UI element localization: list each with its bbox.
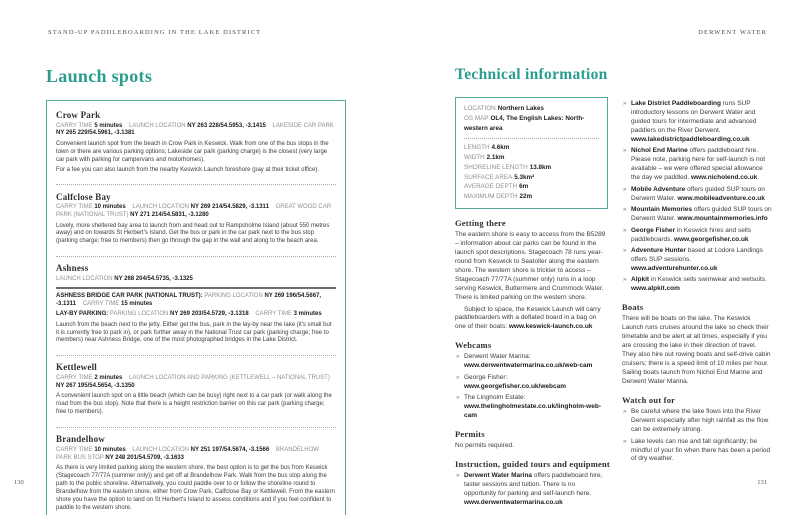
tech-row-width xyxy=(464,153,599,163)
webcam-list-item xyxy=(455,353,608,371)
chevron-bullet-icon: » xyxy=(623,100,627,107)
chevron-bullet-icon: » xyxy=(623,185,627,193)
tech-row-average-depth xyxy=(464,182,599,192)
page-number-right: 131 xyxy=(757,479,767,486)
tech-row-maximum-depth xyxy=(464,192,599,202)
paragraph: The eastern shore is easy to access from the B5289 – information about car parks can be found in the launch spot descriptions. Stagecoach 78 runs year-round from Keswick to Seatoller along the eastern shore. The western shore is trickier to access – Stagecoach 77/77A (summer only) runs in a loop serving Keswick, Buttermere and Crummock Water. There is limited parking on the western shore. xyxy=(455,230,606,301)
tech-value: 13.8km xyxy=(529,163,552,171)
chevron-bullet-icon: » xyxy=(456,394,460,402)
permits-section xyxy=(455,429,608,451)
spot-meta: LAUNCH LOCATION NY 268 204/54.5735, -3.1325 xyxy=(56,275,193,282)
chevron-bullet-icon: » xyxy=(623,226,627,234)
tech-value: 5.3km² xyxy=(514,173,535,181)
section-heading: Getting there xyxy=(455,217,506,228)
launch-spot-calfclose-bay xyxy=(56,190,336,252)
launch-spot-crow-park xyxy=(56,108,336,180)
spot-name: Ashness xyxy=(56,263,89,274)
spot-meta: LAY-BY PARKING: PARKING LOCATION NY 269 203/54.5729, -3.1318 CARRY TIME 3 minutes xyxy=(56,311,322,318)
provider-list-item xyxy=(622,206,772,224)
webcams-section xyxy=(455,340,608,421)
spot-description: As there is very limited parking along the western shore, the best option is to get the bus from Keswick (Stagecoach 77/77A (summer only)) and get off at Brandelhow Park. Walk from the bus stop along the path to the public shoreline. Alternatively, you could paddle over to or follow the shoreline round to Brandelhow from the eastern shore, either from Crow Park, Calfclose Bay or Kettlewell. From the eastern shore you have the option to land on St Herbert's Island to assess conditions and if you feel confident to paddle to the western shore. xyxy=(56,464,335,511)
provider-list-item xyxy=(622,227,772,245)
tech-label: MAXIMUM DEPTH xyxy=(464,193,518,200)
spot-name: Kettlewell xyxy=(56,362,97,373)
tech-info-box xyxy=(455,97,608,209)
list-item-text: Alpkit in Keswick sells swimwear and wetsuits. www.alpkit.com xyxy=(631,276,767,293)
right-page-middle-column xyxy=(455,66,608,511)
tech-label: SURFACE AREA xyxy=(464,173,513,181)
watch-out-section xyxy=(622,395,772,464)
chevron-bullet-icon: » xyxy=(623,276,627,284)
tech-row-surface-area xyxy=(464,173,599,183)
provider-list-item xyxy=(622,100,772,145)
getting-there-section xyxy=(455,218,608,333)
list-item-text: Be careful where the lake flows into the River Derwent especially after high rainfall as the flow can be extremely strong. xyxy=(631,408,769,434)
spot-meta: CARRY TIME 2 minutes LAUNCH LOCATION AND PARKING (KETTLEWELL – NATIONAL TRUST) NY 267 195/54.5654, -3.1350 xyxy=(56,374,332,389)
tech-value: 6m xyxy=(519,183,529,191)
chevron-bullet-icon: » xyxy=(623,408,627,416)
spot-meta: ASHNESS BRIDGE CAR PARK (NATIONAL TRUST): PARKING LOCATION NY 269 196/54.5667, -3.1311 CARRY TIME 15 minutes xyxy=(56,292,323,307)
dotted-divider xyxy=(56,427,336,428)
section-heading: Permits xyxy=(455,429,485,440)
boats-section xyxy=(622,302,772,387)
spot-meta: CARRY TIME 10 minutes LAUNCH LOCATION NY 251 197/54.5674, -3.1566 BRANDELHOW PARK BUS STOP NY 248 201/54.5709, -3.1633 xyxy=(56,446,321,461)
launch-spot-ashness xyxy=(56,261,336,350)
tech-label: AVERAGE DEPTH xyxy=(464,183,518,191)
spot-name: Calfclose Bay xyxy=(56,191,111,202)
list-item-text: Nichol End Marine offers paddleboard hire. Please note, parking here for self-launch is not available – we were offered special allowance the day we paddled. www.nicholend.co.uk xyxy=(631,147,766,182)
launch-spots-box xyxy=(46,100,346,515)
tech-value: OL4, The English Lakes: North-western area xyxy=(464,114,585,132)
provider-list-item xyxy=(622,276,772,294)
chevron-bullet-icon: » xyxy=(623,247,627,255)
tech-value: 4.6km xyxy=(491,144,510,152)
list-item-text: George Fisher in Keswick hires and sells paddleboards. www.georgefisher.co.uk xyxy=(631,226,751,243)
webcam-list-item xyxy=(455,394,608,421)
spot-meta: CARRY TIME 10 minutes LAUNCH LOCATION NY 269 214/54.5829, -3.1311 GREAT WOOD CAR PARK (NATIONAL TRUST) NY 271 214/54.5831, -3.1280 xyxy=(56,204,333,219)
spot-name: Crow Park xyxy=(56,110,101,120)
provider-list-item xyxy=(622,186,772,204)
chevron-bullet-icon: » xyxy=(456,373,460,381)
providers-list xyxy=(622,100,772,294)
section-heading: Instruction, guided tours and equipment xyxy=(455,459,610,470)
spot-meta: CARRY TIME 5 minutes LAUNCH LOCATION NY 263 228/54.5953, -3.1415 LAKESIDE CAR PARK NY 265 229/54.5961, -3.1381 xyxy=(56,122,336,137)
provider-list-item xyxy=(455,472,608,508)
paragraph: Subject to space, the Keswick Launch will carry paddleboarders with a deflated board in a bag on one of their boats: www.keswick-launch.co.uk xyxy=(455,305,601,331)
list-item-text: George Fisher: www.georgefisher.co.uk/webcam xyxy=(464,373,566,390)
chevron-bullet-icon: » xyxy=(456,353,460,361)
list-item-text: Mountain Memories offers guided SUP tours on Derwent Water. www.mountainmemories.info xyxy=(631,206,772,223)
solid-divider xyxy=(56,287,336,289)
list-item-text: Derwent Water Marina offers paddleboard hire, taster sessions and tuition. There is no opportunity for parking and self-launch here. www.derwentwatermarina.co.uk xyxy=(464,472,603,507)
tech-label: LOCATION xyxy=(464,105,496,112)
dotted-divider xyxy=(464,138,599,139)
running-header-left: STAND-UP PADDLEBOARDING IN THE LAKE DISTRICT xyxy=(48,29,262,36)
spot-description: A convenient launch spot on a little beach (which can be busy) right next to a car park (or walk along the road from the bus stop). Note that there is a height restriction barrier on this car park (parking charge; free to members). xyxy=(56,393,332,416)
tech-row-os-map xyxy=(464,114,599,134)
dotted-divider xyxy=(56,256,336,257)
list-item-text: Mobile Adventure offers guided SUP tours on Derwent Water. www.mobileadventure.co.uk xyxy=(631,185,765,202)
tech-label: SHORELINE LENGTH xyxy=(464,163,528,171)
paragraph: There will be boats on the lake. The Keswick Launch runs cruises around the lake so check their timetable and be alert at all times, especially if you are crossing the lake in their direction of travel. They also hire out rowing boats and self-drive cabin cruisers; there is a speed limit of 10 miles per hour. Sailing boats launch from Nichol End Marine and Derwent Water Marina. xyxy=(622,315,771,386)
webcam-list-item xyxy=(455,374,608,392)
chevron-bullet-icon: » xyxy=(623,437,627,445)
chevron-bullet-icon: » xyxy=(623,206,627,214)
spot-description: Launch from the beach next to the jetty. Either get the bus, park in the lay-by near the lake (it's small but it is currently free to park in), or park further away in the National Trust car park (parking charge; free to members) near Ashness Bridge, one of the most photographed bridges in the Lake District. xyxy=(56,321,332,344)
section-heading: Webcams xyxy=(455,340,492,351)
launch-spots-title: Launch spots xyxy=(46,66,153,86)
right-page-right-column xyxy=(622,100,772,467)
tech-row-length xyxy=(464,143,599,153)
tech-label: OS MAP xyxy=(464,114,489,122)
page-number-left: 130 xyxy=(14,479,24,486)
section-heading: Watch out for xyxy=(622,395,676,406)
running-header-right: DERWENT WATER xyxy=(698,29,767,36)
tech-value: Northern Lakes xyxy=(497,105,544,112)
instruction-section xyxy=(455,459,608,508)
provider-list-item xyxy=(622,147,772,183)
tech-label: LENGTH xyxy=(464,144,490,152)
chevron-bullet-icon: » xyxy=(456,472,460,480)
tech-value: 22m xyxy=(519,193,533,200)
tech-label: WIDTH xyxy=(464,154,485,161)
launch-spot-brandelhow xyxy=(56,432,336,515)
list-item-text: The Lingholm Estate: www.thelingholmestate.co.uk/lingholm-web-cam xyxy=(464,394,601,420)
dotted-divider xyxy=(56,355,336,356)
watch-out-list-item xyxy=(622,438,772,465)
spot-description: For a fee you can also launch from the nearby Keswick Launch foreshore (pay at their ticket office). xyxy=(56,166,320,173)
watch-out-list-item xyxy=(622,408,772,435)
left-page xyxy=(46,66,346,515)
tech-row-shoreline-length xyxy=(464,163,599,173)
technical-information-title: Technical information xyxy=(455,66,608,83)
tech-row-location xyxy=(464,104,599,114)
list-item-text: Derwent Water Marina: www.derwentwatermarina.co.uk/web-cam xyxy=(464,353,593,370)
launch-spot-kettlewell xyxy=(56,360,336,422)
spot-description: Lovely, more sheltered bay area to launch from and head out to Rampsholme Island (about 550 metres away) and on towards St Herbert's Island. Get the bus or park in the car park next to the bus stop (parking charge; free to members) then go through the gap in the wall and along to the beach area. xyxy=(56,222,330,245)
list-item-text: Lake levels can rise and fall significantly; be mindful of your fin when there has been a period of dry weather. xyxy=(631,437,771,463)
list-item-text: Adventure Hunter based at Lodore Landings offers SUP sessions. www.adventurehunter.co.uk xyxy=(631,247,763,272)
paragraph: No permits required. xyxy=(455,442,514,450)
list-item-text: Lake District Paddleboarding runs SUP introductory lessons on Derwent Water and guided tours for intermediate and advanced paddlers on the River Derwent. www.lakedistrictpaddleboarding.co.uk xyxy=(631,100,757,143)
section-heading: Boats xyxy=(622,302,644,313)
tech-value: 2.1km xyxy=(486,154,505,161)
spot-description: Convenient launch spot from the beach in Crow Park in Keswick. Walk from one of the bus stops in the town or there are various parking options; Lakeside car park (parking charge) is the closest (very large car park with parking for campervans and motorhomes). xyxy=(56,140,329,163)
chevron-bullet-icon: » xyxy=(623,147,627,155)
spot-name: Brandelhow xyxy=(56,434,106,445)
dotted-divider xyxy=(56,184,336,185)
provider-list-item xyxy=(622,247,772,274)
